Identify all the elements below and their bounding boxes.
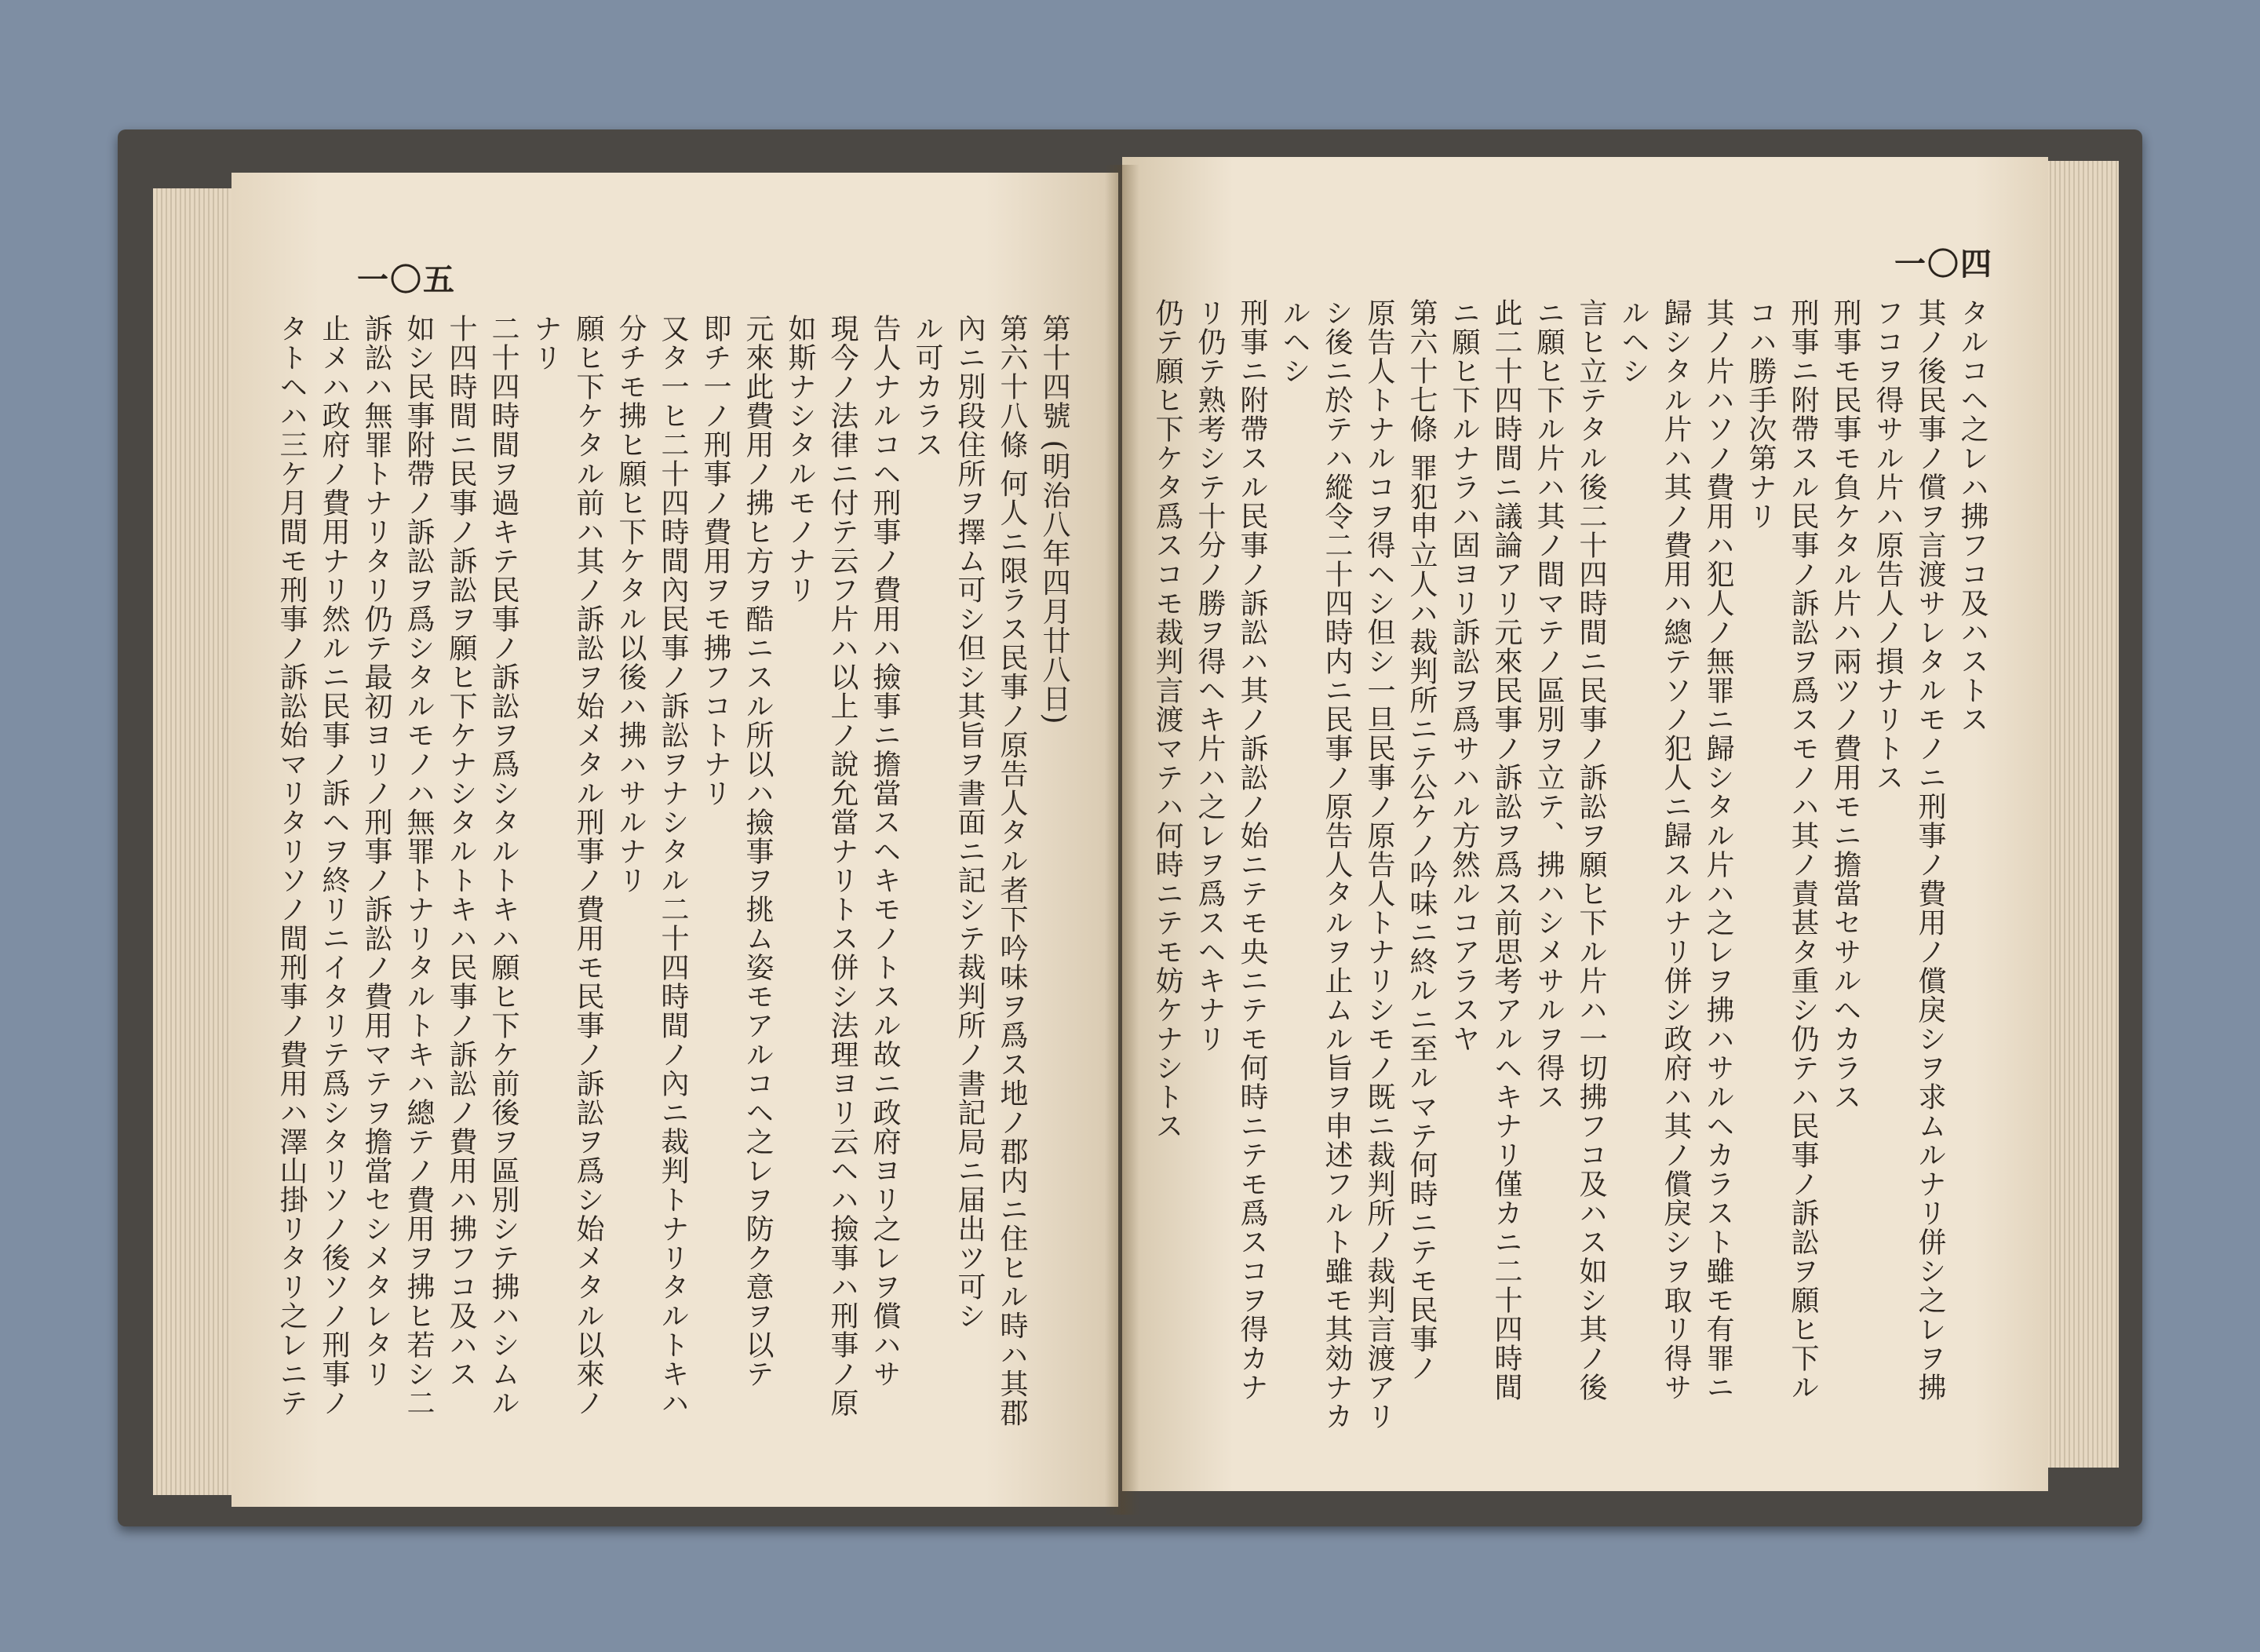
text-line: 其ノ片ハソノ費用ハ犯人ノ無罪ニ歸シタル片ハ之レヲ拂ハサルヘカラスト雖モ有罪ニ: [1702, 298, 1734, 1402]
text-line: タトヘハ三ケ月間モ刑事ノ訴訟始マリタリソノ間刑事ノ費用ハ澤山掛リタリ之レニテ: [275, 314, 308, 1417]
text-line: ル可カラス: [911, 314, 943, 459]
text-line: 刑事ニ附帶スル民事ノ訴訟ハ其ノ訴訟ノ始ニテモ央ニテモ何時ニテモ爲スコヲ得カナ: [1236, 298, 1268, 1402]
text-line: 二十四時間ヲ過キテ民事ノ訴訟ヲ爲シタルトキハ願ヒ下ケ前後ヲ區別シテ拂ハシムル: [487, 314, 519, 1417]
text-line: 原告人トナルコヲ得ヘシ但シ一旦民事ノ原告人トナリシモノ既ニ裁判所ノ裁判言渡アリ: [1363, 298, 1395, 1431]
right-page-text: [1151, 298, 1993, 1444]
left-page: [231, 173, 1118, 1507]
text-line: 仍テ願ヒ下ケタ爲スコモ裁判言渡マテハ何時ニテモ妨ケナシトス: [1151, 298, 1183, 1140]
text-line: リ仍テ熟考シテ十分ノ勝ヲ得ヘキ片ハ之レヲ爲スヘキナリ: [1194, 298, 1226, 1053]
text-line: 願ヒ下ケタル前ハ其ノ訴訟ヲ始メタル刑事ノ費用モ民事ノ訴訟ヲ爲シ始メタル以來ノ: [572, 314, 604, 1417]
text-line: 第六十七條 罪犯申立人ハ裁判所ニテ公ケノ吟味ニ終ルニ至ルマテ何時ニテモ民事ノ: [1405, 298, 1438, 1383]
page-number-right: 一〇四: [1894, 246, 1993, 283]
text-line: シ後ニ於テハ縱令二十四時内ニ民事ノ原告人タルヲ止ムル旨ヲ申述フルト雖モ其効ナカ: [1321, 298, 1353, 1431]
text-line: ニ願ヒ下ルナラハ固ヨリ訴訟ヲ爲サハル方然ルコアラスヤ: [1448, 298, 1480, 1053]
text-line: 又タ一ヒ二十四時間內民事ノ訴訟ヲナシタル二十四時間ノ內ニ裁判トナリタルトキハ: [657, 314, 689, 1417]
text-line: 訴訟ハ無罪トナリタリ仍テ最初ヨリノ刑事ノ訴訟ノ費用マテヲ擔當セシメタレタリ: [360, 314, 392, 1388]
text-line: 元來此費用ノ拂ヒ方ヲ酷ニスル所以ハ撿事ヲ挑ム姿モアルコヘ之レヲ防ク意ヲ以テ: [742, 314, 774, 1388]
text-line: 分チモ拂ヒ願ヒ下ケタル以後ハ拂ハサルナリ: [614, 314, 647, 895]
text-line: 如斯ナシタルモノナリ: [784, 314, 816, 604]
text-line: ルヘシ: [1617, 298, 1649, 385]
text-line: ニ願ヒ下ル片ハ其ノ間マテノ區別ヲ立テ、拂ハシメサルヲ得ス: [1533, 298, 1565, 1111]
text-line: コハ勝手次第ナリ: [1744, 298, 1777, 531]
text-line: ナリ: [530, 314, 562, 372]
text-line: 告人ナルコヘ刑事ノ費用ハ撿事ニ擔當スヘキモノトスル故ニ政府ヨリ之レヲ償ハサ: [869, 314, 901, 1388]
book-gutter: [1105, 165, 1139, 1515]
text-line: フコヲ得サル片ハ原告人ノ損ナリトス: [1872, 298, 1904, 792]
text-line: 內ニ別段住所ヲ擇ム可シ但シ其旨ヲ書面ニ記シテ裁判所ノ書記局ニ届出ツ可シ: [953, 314, 986, 1330]
text-line: 第六十八條 何人ニ限ラス民事ノ原告人タル者下吟味ヲ爲ス地ノ郡内ニ住ヒル時ハ其郡: [996, 314, 1028, 1428]
text-line: 如シ民事附帶ノ訴訟ヲ爲シタルモノハ無罪トナリタルトキハ總テノ費用ヲ拂ヒ若シ二: [403, 314, 435, 1417]
text-line: 止メハ政府ノ費用ナリ然ルニ民事ノ訴ヘヲ終リニイタリテ爲シタリソノ後ソノ刑事ノ: [318, 314, 350, 1417]
text-line: 歸シタル片ハ其ノ費用ハ總テソノ犯人ニ歸スルナリ併シ政府ハ其ノ償戾シヲ取リ得サ: [1660, 298, 1692, 1402]
text-line: 刑事モ民事モ負ケタル片ハ兩ツノ費用モニ擔當セサルヘカラス: [1829, 298, 1861, 1111]
text-line: 其ノ後民事ノ償ヲ言渡サレタルモノニ刑事ノ費用ノ償戾シヲ求ムルナリ併シ之レヲ拂: [1914, 298, 1946, 1402]
page-edges-left: [153, 188, 239, 1495]
text-line: タルコヘ之レハ拂フコ及ハストス: [1956, 298, 1988, 734]
text-line: 十四時間ニ民事ノ訴訟ヲ願ヒ下ケナシタルトキハ民事ノ訴訟ノ費用ハ拂フコ及ハス: [445, 314, 477, 1388]
text-line: 現今ノ法律ニ付テ云フ片ハ以上ノ說允當ナリトス併シ法理ヨリ云ヘハ撿事ハ刑事ノ原: [826, 314, 858, 1417]
right-page: [1122, 157, 2048, 1491]
text-line: ルヘシ: [1278, 298, 1310, 385]
text-line: 刑事ニ附帶スル民事ノ訴訟ヲ爲スモノハ其ノ責甚タ重シ仍テハ民事ノ訴訟ヲ願ヒ下ル: [1787, 298, 1819, 1402]
text-line: 第十四號 (明治八年四月廿八日): [1038, 314, 1070, 725]
text-line: 此二十四時間ニ議論アリ元來民事ノ訴訟ヲ爲ス前思考アルヘキナリ僅カニ二十四時間: [1490, 298, 1522, 1402]
left-page-text: [275, 314, 1075, 1460]
text-line: 即チ一ノ刑事ノ費用ヲモ拂フコトナリ: [699, 314, 731, 808]
page-number-left: 一〇五: [357, 261, 456, 298]
text-line: 言ヒ立テタル後二十四時間ニ民事ノ訴訟ヲ願ヒ下ル片ハ一切拂フコ及ハス如シ其ノ後: [1575, 298, 1607, 1402]
